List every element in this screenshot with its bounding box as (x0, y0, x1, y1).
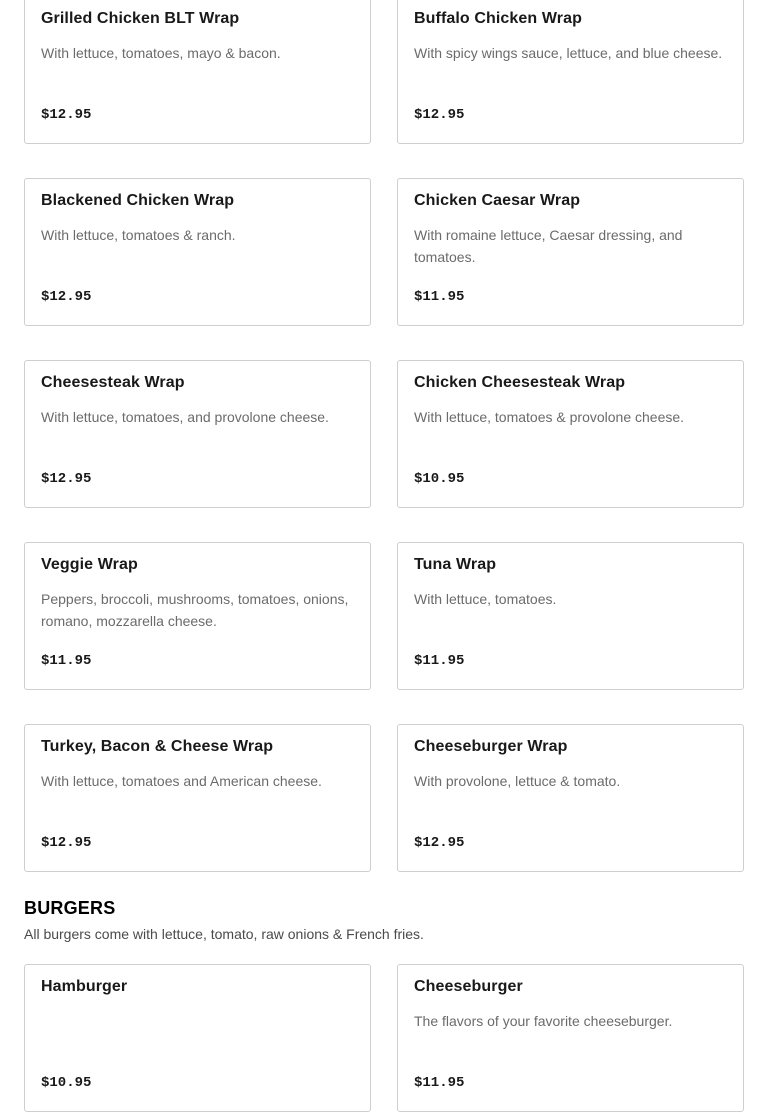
section-title: BURGERS (24, 898, 116, 918)
item-price: $10.95 (41, 1075, 92, 1091)
item-price: $11.95 (414, 289, 465, 305)
menu-item-card[interactable] (24, 542, 371, 690)
item-name: Blackened Chicken Wrap (41, 192, 235, 209)
item-name: Veggie Wrap (41, 556, 138, 573)
item-price: $10.95 (414, 471, 465, 487)
item-description: With spicy wings sauce, lettuce, and blue cheese. (414, 45, 723, 61)
menu-item-card[interactable] (397, 724, 744, 872)
item-name: Cheeseburger Wrap (414, 738, 568, 755)
item-price: $12.95 (41, 835, 92, 851)
menu-item-card[interactable] (397, 964, 744, 1112)
item-description: The flavors of your favorite cheeseburger. (414, 1013, 673, 1029)
item-description: With provolone, lettuce & tomato. (414, 773, 621, 789)
item-name: Turkey, Bacon & Cheese Wrap (41, 738, 274, 755)
item-name: Cheesesteak Wrap (41, 374, 185, 391)
menu-item-card[interactable] (24, 724, 371, 872)
section-subtitle: All burgers come with lettuce, tomato, raw onions & French fries. (24, 926, 424, 942)
menu-item-card[interactable] (24, 360, 371, 508)
item-name: Grilled Chicken BLT Wrap (41, 10, 240, 27)
item-description: With lettuce, tomatoes, and provolone cheese. (41, 409, 329, 425)
item-price: $11.95 (414, 1075, 465, 1091)
item-description: With lettuce, tomatoes. (414, 591, 557, 607)
menu-item-card[interactable] (397, 178, 744, 326)
item-price: $12.95 (414, 107, 465, 123)
item-description: Peppers, broccoli, mushrooms, tomatoes, onions, romano, mozzarella cheese. (41, 591, 349, 629)
item-name: Tuna Wrap (414, 556, 497, 573)
item-price: $12.95 (41, 471, 92, 487)
item-price: $12.95 (414, 835, 465, 851)
menu-item-card[interactable] (24, 0, 371, 144)
item-description: With lettuce, tomatoes and American cheese. (41, 773, 322, 789)
menu-item-card[interactable] (397, 0, 744, 144)
item-description: With lettuce, tomatoes & ranch. (41, 227, 236, 243)
menu-item-card[interactable] (24, 178, 371, 326)
item-name: Chicken Caesar Wrap (414, 192, 581, 209)
menu-item-card[interactable] (24, 964, 371, 1112)
item-price: $11.95 (41, 653, 92, 669)
item-name: Hamburger (41, 978, 128, 995)
item-price: $11.95 (414, 653, 465, 669)
item-name: Cheeseburger (414, 978, 523, 995)
menu-item-card[interactable] (397, 542, 744, 690)
menu-item-card[interactable] (397, 360, 744, 508)
item-name: Buffalo Chicken Wrap (414, 10, 582, 27)
item-name: Chicken Cheesesteak Wrap (414, 374, 626, 391)
item-description: With lettuce, tomatoes, mayo & bacon. (41, 45, 281, 61)
item-price: $12.95 (41, 289, 92, 305)
item-price: $12.95 (41, 107, 92, 123)
item-description: With romaine lettuce, Caesar dressing, and tomatoes. (414, 227, 683, 265)
item-description: With lettuce, tomatoes & provolone cheese. (414, 409, 685, 425)
